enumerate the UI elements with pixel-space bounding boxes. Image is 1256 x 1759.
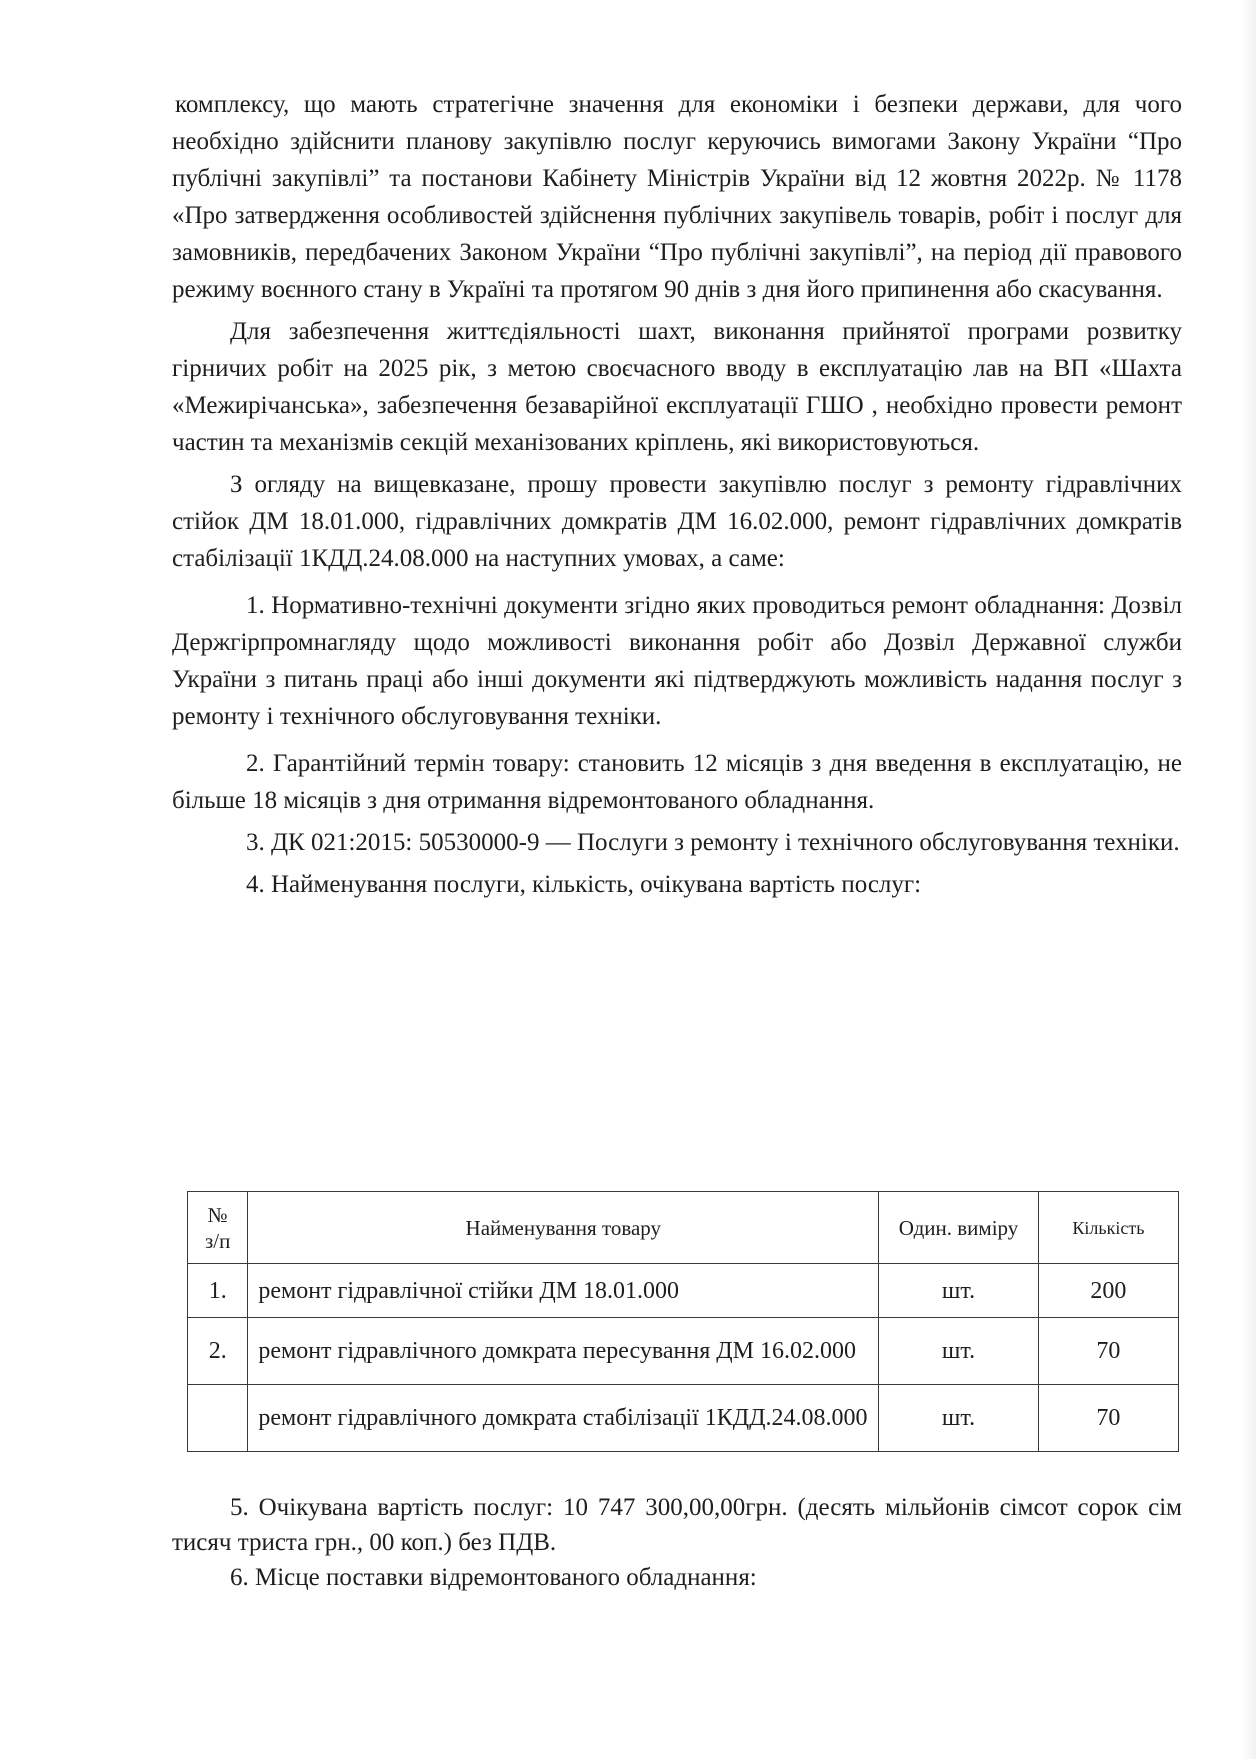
document-footer-section xyxy=(172,1490,1182,1595)
list-item-dk-code: 3. ДК 021:2015: 50530000-9 — Послуги з ремонту і технічного обслуговування техніки. xyxy=(246,829,1180,856)
list-item-normative-docs: 1. Нормативно-технічні документи згідно яких проводиться ремонт обладнання: Дозвіл Держгірпромнагляду щодо можливості виконання робіт або Дозвіл Державної служби України з питань праці або інші документи які підтверджують можливість надання послуг з ремонту і технічного обслуговування техніки. xyxy=(172,592,1182,730)
header-name: Найменування товару xyxy=(248,1192,879,1264)
table-header-row xyxy=(188,1192,1179,1264)
paragraph-request: З огляду на вищевказане, прошу провести закупівлю послуг з ремонту гідравлічних стійок ДМ 18.01.000, гідравлічних домкратів ДМ 16.02.000, ремонт гідравлічних домкратів стабілізації 1КДД.24.08.000 на наступних умовах, а саме: xyxy=(172,471,1182,572)
services-table xyxy=(187,1191,1179,1452)
cell-qty: 70 xyxy=(1038,1385,1178,1452)
list-item-warranty: 2. Гарантійний термін товару: становить 12 місяців з дня введення в експлуатацію, не більше 18 місяців з дня отримання відремонтованого обладнання. xyxy=(172,750,1182,814)
cell-unit: шт. xyxy=(879,1264,1039,1318)
page-edge-shadow xyxy=(1242,0,1256,1759)
header-unit: Один. виміру xyxy=(879,1192,1039,1264)
cell-name: ремонт гідравлічного домкрата пересування ДМ 16.02.000 xyxy=(248,1318,879,1385)
paragraph-legal-basis: комплексу, що мають стратегічне значення для економіки і безпеки держави, для чого необхідно здійснити планову закупівлю послуг керуючись вимогами Закону України “Про публічні закупівлі” та постанови Кабінету Міністрів України від 12 жовтня 2022р. № 1178 «Про затвердження особливостей здійснення публічних закупівель товарів, робіт і послуг для замовників, передбачених Законом України “Про публічні закупівлі”, на період дії правового режиму воєнного стану в Україні та протягом 90 днів з дня його припинення або скасування. xyxy=(172,91,1182,303)
header-num: № з/п xyxy=(188,1192,248,1264)
cell-unit: шт. xyxy=(879,1385,1039,1452)
cell-num xyxy=(188,1385,248,1452)
cell-name: ремонт гідравлічної стійки ДМ 18.01.000 xyxy=(248,1264,879,1318)
list-item-delivery-place: 6. Місце поставки відремонтованого обладнання: xyxy=(230,1564,757,1591)
cell-name: ремонт гідравлічного домкрата стабілізації 1КДД.24.08.000 xyxy=(248,1385,879,1452)
cell-qty: 70 xyxy=(1038,1318,1178,1385)
table-row xyxy=(188,1318,1179,1385)
list-item-expected-cost: 5. Очікувана вартість послуг: 10 747 300,00,00грн. (десять мільйонів сімсот сорок сім тисяч триста грн., 00 коп.) без ПДВ. xyxy=(172,1494,1182,1556)
table-row xyxy=(188,1264,1179,1318)
cell-qty: 200 xyxy=(1038,1264,1178,1318)
cell-unit: шт. xyxy=(879,1318,1039,1385)
cell-num: 2. xyxy=(188,1318,248,1385)
list-item-services-header: 4. Найменування послуги, кількість, очікувана вартість послуг: xyxy=(246,871,922,898)
header-qty: Кількість xyxy=(1038,1192,1178,1264)
table-row xyxy=(188,1385,1179,1452)
document-body xyxy=(172,86,1182,903)
paragraph-justification: Для забезпечення життєдіяльності шахт, виконання прийнятої програми розвитку гірничих робіт на 2025 рік, з метою своєчасного вводу в експлуатацію лав на ВП «Шахта «Межирічанська», забезпечення безаварійної експлуатації ГШО , необхідно провести ремонт частин та механізмів секцій механізованих кріплень, які використовуються. xyxy=(172,318,1182,456)
cell-num: 1. xyxy=(188,1264,248,1318)
